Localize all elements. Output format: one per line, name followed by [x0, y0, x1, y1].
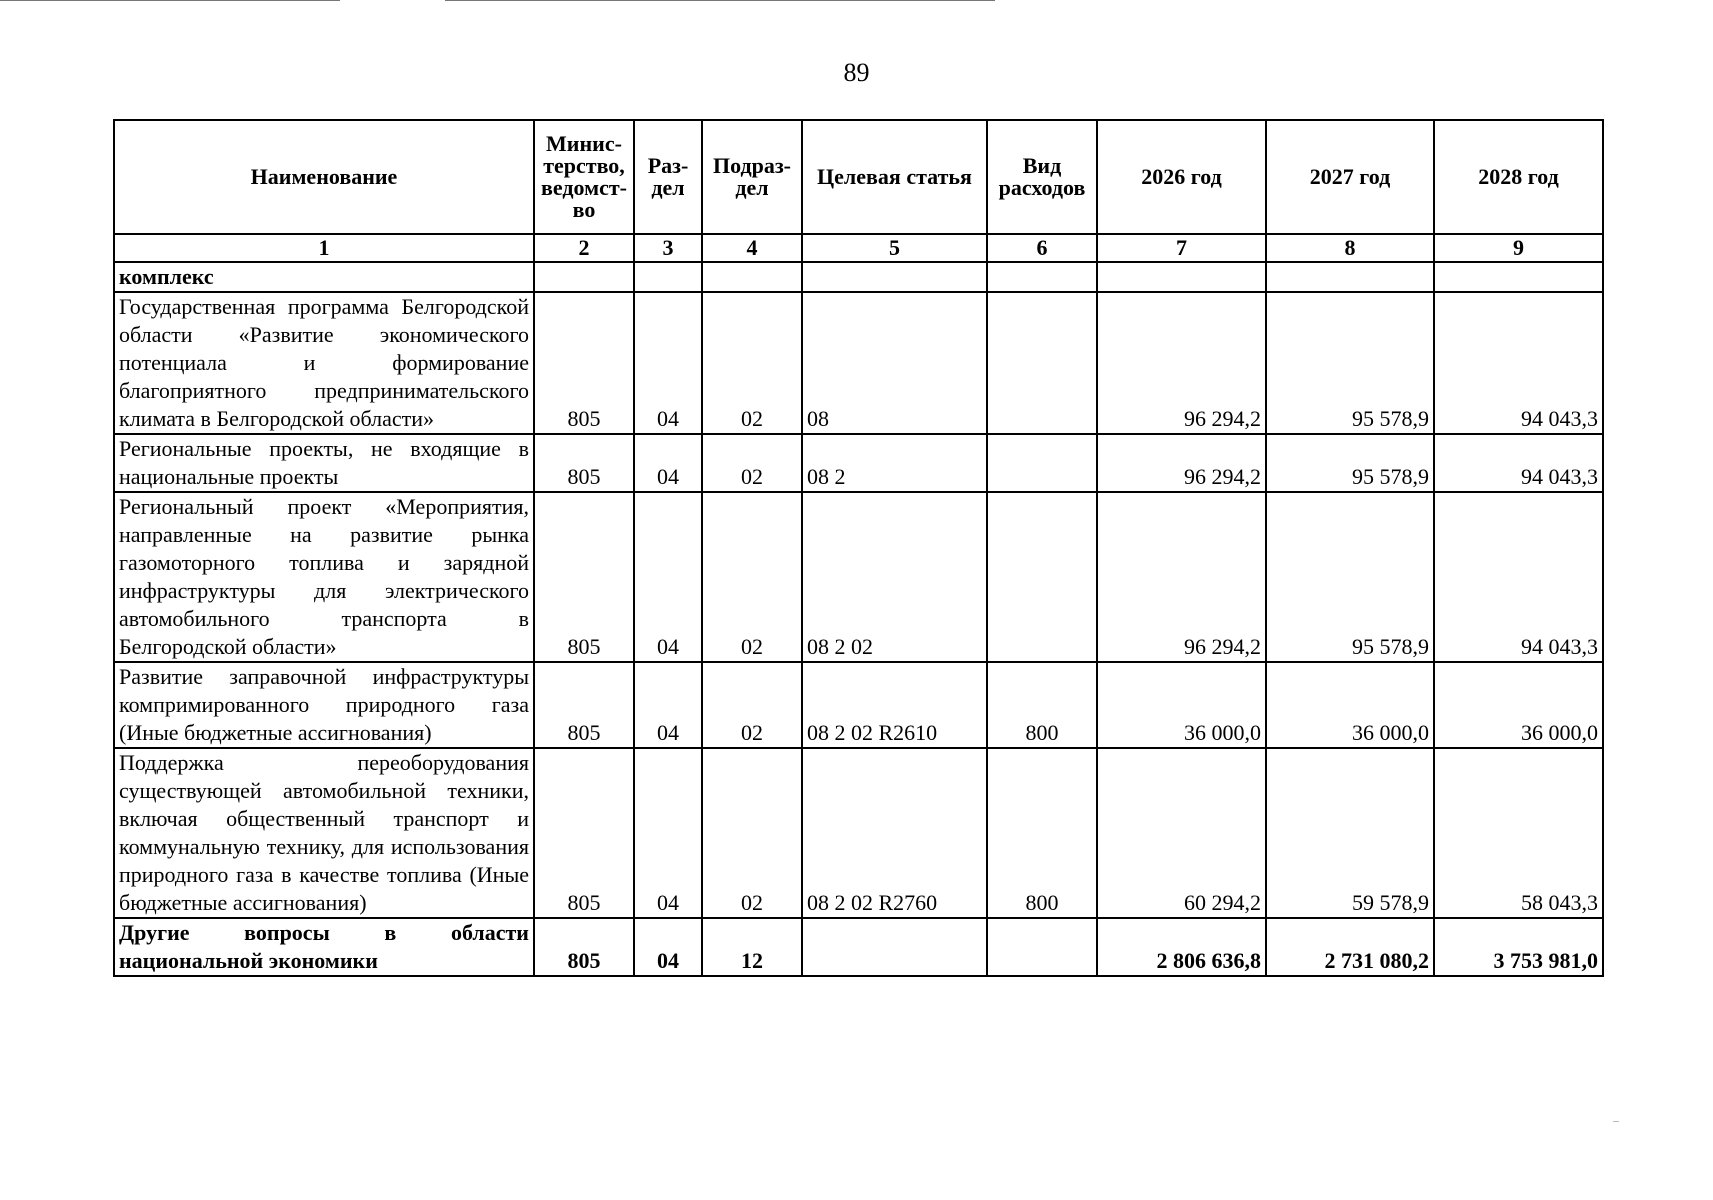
cell-section: 04	[634, 492, 702, 662]
cell-name: Поддержка переоборудования существующей автомобильной техники, включая общественный транспорт и коммунальную технику, для использования природного газа в качестве топлива (Иные бюджетные ассигнования)	[114, 748, 534, 918]
cell-expense-type	[987, 262, 1097, 292]
cell-2027: 95 578,9	[1266, 292, 1434, 434]
cell-2027: 95 578,9	[1266, 434, 1434, 492]
cell-target-article: 08 2	[802, 434, 987, 492]
cell-ministry: 805	[534, 292, 634, 434]
cell-target-article: 08 2 02 R2610	[802, 662, 987, 748]
cell-subsection	[702, 262, 802, 292]
col-number: 8	[1266, 234, 1434, 262]
cell-expense-type	[987, 292, 1097, 434]
cell-expense-type	[987, 492, 1097, 662]
cell-2027: 95 578,9	[1266, 492, 1434, 662]
cell-section: 04	[634, 748, 702, 918]
table-row	[114, 918, 1603, 976]
cell-section: 04	[634, 292, 702, 434]
col-number: 3	[634, 234, 702, 262]
cell-2028: 94 043,3	[1434, 292, 1603, 434]
cell-name: комплекс	[114, 262, 534, 292]
cell-2027: 2 731 080,2	[1266, 918, 1434, 976]
table-row	[114, 262, 1603, 292]
cell-expense-type: 800	[987, 748, 1097, 918]
cell-subsection: 02	[702, 662, 802, 748]
header-row	[114, 120, 1603, 234]
page-number: 89	[843, 58, 870, 87]
cell-ministry: 805	[534, 434, 634, 492]
cell-2026	[1097, 262, 1266, 292]
cell-name: Государственная программа Белгородской области «Развитие экономического потенциала и формирование благоприятного предпринимательского климата в Белгородской области»	[114, 292, 534, 434]
cell-ministry: 805	[534, 748, 634, 918]
cell-subsection: 02	[702, 292, 802, 434]
cell-name: Региональные проекты, не входящие в национальные проекты	[114, 434, 534, 492]
col-header-subsection: Подраз-дел	[702, 120, 802, 234]
col-header-2026: 2026 год	[1097, 120, 1266, 234]
cell-section	[634, 262, 702, 292]
cell-name: Развитие заправочной инфраструктуры компримированного природного газа (Иные бюджетные ассигнования)	[114, 662, 534, 748]
cell-expense-type	[987, 918, 1097, 976]
cell-subsection: 02	[702, 748, 802, 918]
table-row	[114, 662, 1603, 748]
col-number: 5	[802, 234, 987, 262]
cell-2026: 36 000,0	[1097, 662, 1266, 748]
column-number-row	[114, 234, 1603, 262]
top-edge-rule-left	[0, 0, 340, 1]
cell-target-article	[802, 262, 987, 292]
cell-2027	[1266, 262, 1434, 292]
cell-2027: 59 578,9	[1266, 748, 1434, 918]
col-number: 2	[534, 234, 634, 262]
cell-2028: 3 753 981,0	[1434, 918, 1603, 976]
col-number: 7	[1097, 234, 1266, 262]
cell-target-article: 08 2 02 R2760	[802, 748, 987, 918]
cell-2028	[1434, 262, 1603, 292]
col-header-section: Раз-дел	[634, 120, 702, 234]
cell-ministry: 805	[534, 918, 634, 976]
cell-ministry: 805	[534, 492, 634, 662]
cell-ministry: 805	[534, 662, 634, 748]
cell-2026: 2 806 636,8	[1097, 918, 1266, 976]
col-number: 6	[987, 234, 1097, 262]
col-header-target: Целевая статья	[802, 120, 987, 234]
cell-2026: 60 294,2	[1097, 748, 1266, 918]
cell-subsection: 02	[702, 434, 802, 492]
col-header-ministry: Минис-терство, ведомст-во	[534, 120, 634, 234]
cell-subsection: 12	[702, 918, 802, 976]
cell-subsection: 02	[702, 492, 802, 662]
col-header-expense-type: Вид расходов	[987, 120, 1097, 234]
cell-2028: 94 043,3	[1434, 492, 1603, 662]
cell-2026: 96 294,2	[1097, 434, 1266, 492]
cell-target-article: 08 2 02	[802, 492, 987, 662]
cell-section: 04	[634, 918, 702, 976]
col-number: 4	[702, 234, 802, 262]
table-row	[114, 492, 1603, 662]
cell-2027: 36 000,0	[1266, 662, 1434, 748]
cell-ministry	[534, 262, 634, 292]
col-number: 9	[1434, 234, 1603, 262]
cell-expense-type: 800	[987, 662, 1097, 748]
table-body	[114, 262, 1603, 976]
cell-section: 04	[634, 434, 702, 492]
table-row	[114, 292, 1603, 434]
cell-name: Другие вопросы в области национальной экономики	[114, 918, 534, 976]
cell-2028: 36 000,0	[1434, 662, 1603, 748]
cell-2028: 94 043,3	[1434, 434, 1603, 492]
table-row	[114, 748, 1603, 918]
cell-name: Региональный проект «Мероприятия, направленные на развитие рынка газомоторного топлива и зарядной инфраструктуры для электрического автомобильного транспорта в Белгородской области»	[114, 492, 534, 662]
col-number: 1	[114, 234, 534, 262]
cell-2028: 58 043,3	[1434, 748, 1603, 918]
cell-2026: 96 294,2	[1097, 292, 1266, 434]
table-row	[114, 434, 1603, 492]
top-edge-rule-center	[445, 0, 995, 1]
col-header-2027: 2027 год	[1266, 120, 1434, 234]
cell-section: 04	[634, 662, 702, 748]
cell-target-article: 08	[802, 292, 987, 434]
col-header-2028: 2028 год	[1434, 120, 1603, 234]
scan-edge-mark	[1613, 1121, 1619, 1122]
cell-expense-type	[987, 434, 1097, 492]
budget-table	[113, 119, 1604, 977]
cell-2026: 96 294,2	[1097, 492, 1266, 662]
col-header-name: Наименование	[114, 120, 534, 234]
cell-target-article	[802, 918, 987, 976]
